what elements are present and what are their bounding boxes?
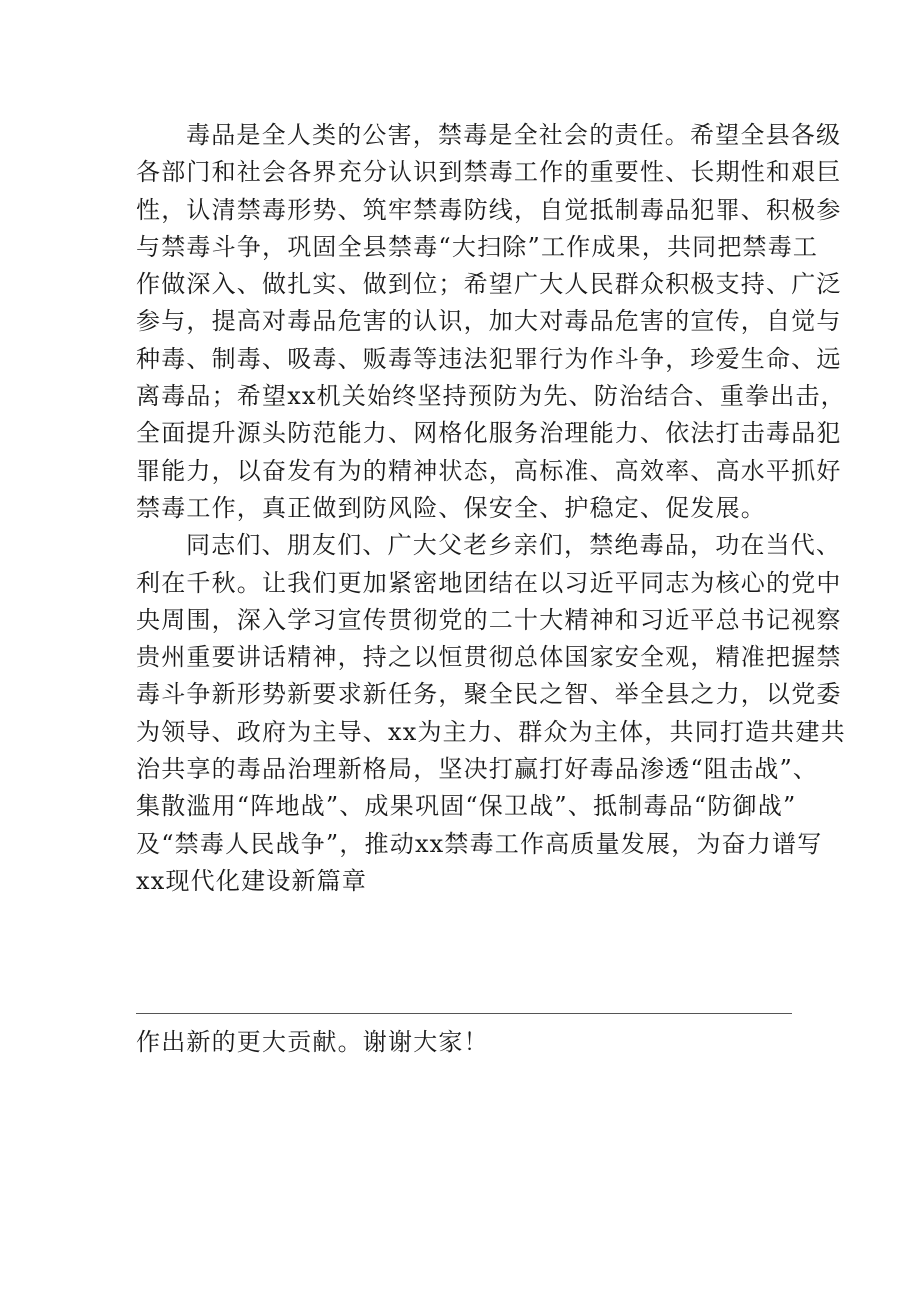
paragraph-line: 全面提升源头防范能力、网格化服务治理能力、依法打击毒品犯 — [136, 419, 842, 448]
paragraph-line: 禁毒工作，真正做到防风险、保安全、护稳定、促发展。 — [136, 493, 766, 522]
paragraph-line: 贵州重要讲话精神，持之以恒贯彻总体国家安全观，精准把握禁 — [136, 643, 842, 672]
paragraph-line: 集散滥用“阵地战”、成果巩固“保卫战”、抵制毒品“防御战” — [136, 792, 797, 821]
paragraph-line: 同志们、朋友们、广大父老乡亲们，禁绝毒品，功在当代、 — [186, 531, 842, 560]
paragraph-line: 利在千秋。让我们更加紧密地团结在以习近平同志为核心的党中 — [136, 568, 842, 597]
paragraph-line: 罪能力，以奋发有为的精神状态，高标准、高效率、高水平抓好 — [136, 456, 842, 485]
paragraph-1 — [136, 117, 846, 527]
paragraph-line: 各部门和社会各界充分认识到禁毒工作的重要性、长期性和艰巨 — [136, 158, 842, 187]
paragraph-line: 毒品是全人类的公害，禁毒是全社会的责任。希望全县各级 — [186, 121, 842, 149]
paragraph-line: 为领导、政府为主导、xx为主力、群众为主体，共同打造共建共 — [136, 717, 846, 746]
paragraph-line: 及“禁毒人民战争”，推动xx禁毒工作高质量发展，为奋力谱写 — [136, 829, 823, 858]
page-break-divider — [136, 1013, 792, 1014]
paragraph-line: 毒斗争新形势新要求新任务，聚全民之智、举全县之力，以党委 — [136, 680, 842, 709]
paragraph-line: xx现代化建设新篇章 — [136, 866, 368, 895]
paragraph-line: 性，认清禁毒形势、筑牢禁毒防线，自觉抵制毒品犯罪、积极参 — [136, 195, 842, 224]
paragraph-2 — [136, 527, 846, 900]
paragraph-line: 作做深入、做扎实、做到位；希望广大人民群众积极支持、广泛 — [136, 270, 842, 299]
paragraph-line: 离毒品；希望xx机关始终坚持预防为先、防治结合、重拳出击， — [136, 382, 846, 411]
document-body — [136, 117, 846, 900]
paragraph-line: 参与，提高对毒品危害的认识，加大对毒品危害的宣传，自觉与 — [136, 307, 842, 336]
paragraph-line: 治共享的毒品治理新格局，坚决打赢打好毒品渗透“阻击战”、 — [136, 755, 819, 784]
paragraph-line: 种毒、制毒、吸毒、贩毒等违法犯罪行为作斗争，珍爱生命、远 — [136, 344, 842, 373]
paragraph-line: 与禁毒斗争，巩固全县禁毒“大扫除”工作成果，共同把禁毒工 — [136, 232, 819, 261]
closing-line: 作出新的更大贡献。谢谢大家！ — [136, 1028, 489, 1056]
paragraph-line: 央周围，深入学习宣传贯彻党的二十大精神和习近平总书记视察 — [136, 605, 842, 634]
